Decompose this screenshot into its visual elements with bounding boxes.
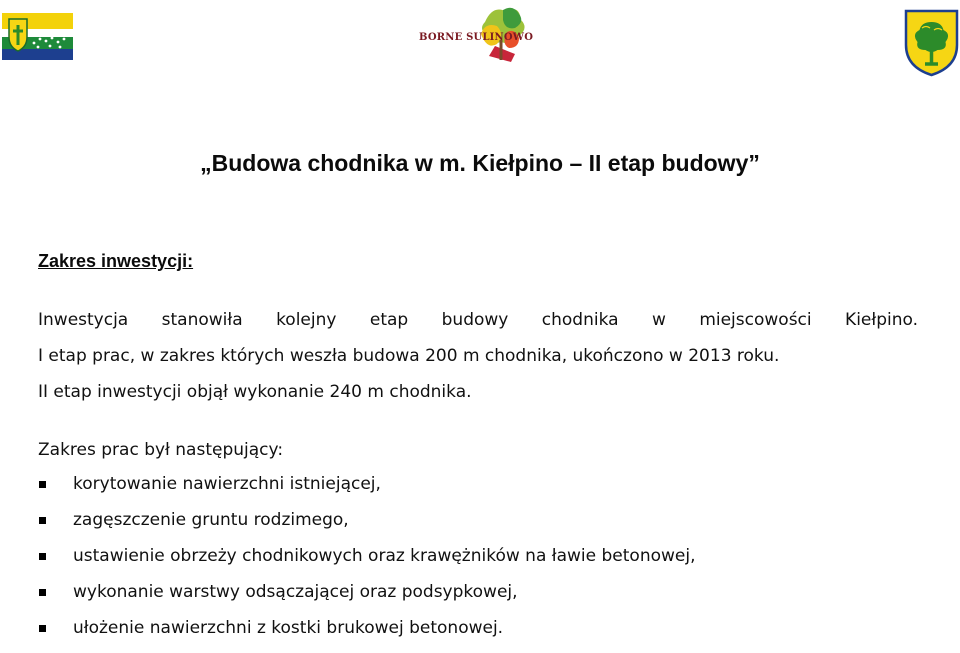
coat-of-arms-tree-icon xyxy=(903,8,960,78)
scope-line-3: II etap inwestycji objął wykonanie 240 m chodnika. xyxy=(38,382,472,402)
list-item xyxy=(38,509,695,545)
list-item-text: zagęszczenie gruntu rodzimego, xyxy=(73,510,349,530)
list-item-text: korytowanie nawierzchni istniejącej, xyxy=(73,474,381,494)
borne-sulinowo-logo xyxy=(415,2,540,70)
page-title: „Budowa chodnika w m. Kiełpino – II etap budowy” xyxy=(200,150,760,176)
scope-line-2: I etap prac, w zakres których weszła budowa 200 m chodnika, ukończono w 2013 roku. xyxy=(38,346,780,366)
list-item-text: ustawienie obrzeży chodnikowych oraz krawężników na ławie betonowej, xyxy=(73,546,696,566)
works-list xyxy=(38,473,695,653)
works-intro: Zakres prac był następujący: xyxy=(38,440,284,460)
bullet-square-icon xyxy=(39,553,46,560)
bullet-square-icon xyxy=(39,589,46,596)
list-item-text: ułożenie nawierzchni z kostki brukowej betonowej. xyxy=(73,618,504,638)
scope-heading: Zakres inwestycji: xyxy=(38,251,194,271)
flag-shield-icon xyxy=(2,13,73,60)
list-item-text: wykonanie warstwy odsączającej oraz podsypkowej, xyxy=(73,582,518,602)
bullet-square-icon xyxy=(39,625,46,632)
list-item xyxy=(38,617,695,653)
list-item xyxy=(38,473,695,509)
flag-emblem-icon xyxy=(2,13,73,60)
scope-line-1: Inwestycja stanowiła kolejny etap budowy chodnika w miejscowości Kiełpino. xyxy=(38,310,918,330)
list-item xyxy=(38,545,695,581)
bullet-square-icon xyxy=(39,517,46,524)
center-logo-text: BORNE SULINOWO xyxy=(419,32,534,43)
bullet-square-icon xyxy=(39,481,46,488)
list-item xyxy=(38,581,695,617)
